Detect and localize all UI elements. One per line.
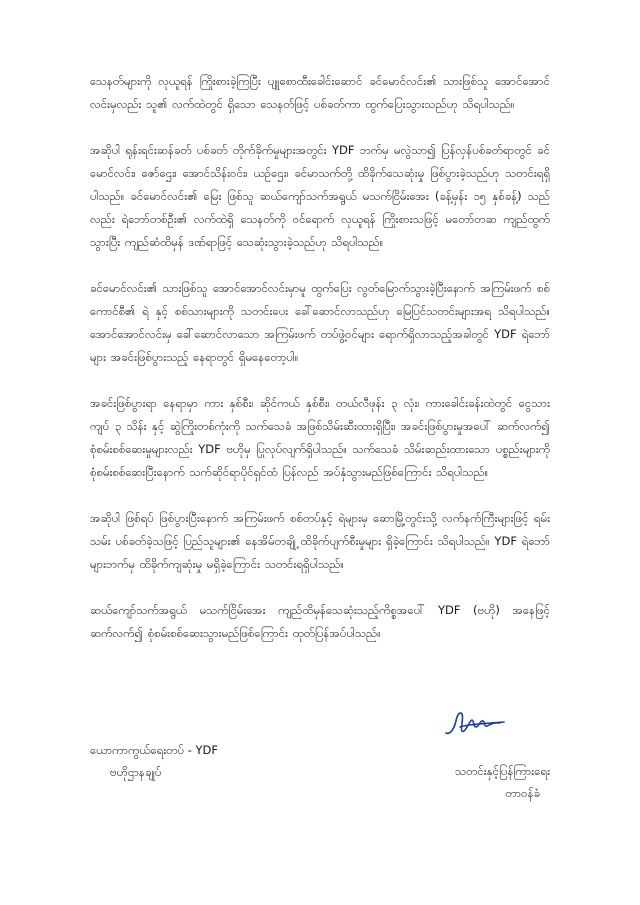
- signatory-title: တာဝန်ခံ: [505, 786, 540, 800]
- paragraph-6: ဆယ်ကျော်သက်အရွယ် မသက်ငြိမ်းအေး ကျည်ထိမှန်သေဆုံးသည့်ကိစ္စအပေါ် YDF (ဗဟို) အနေဖြင့် ဆက်လက်၍ စုံစမ်းစစ်ဆေးသွားမည်ဖြစ်ကြောင်း ထုတ်ပြန်အပ်ပါသည်။: [90, 603, 550, 640]
- issuer-organization: ယောကာကွယ်ရေးတပ် - YDF: [90, 743, 219, 757]
- paragraph-1: သေနတ်များကို လုယူရန် ကြိုးစားခဲ့ကြပြီး ပျူစောထီးခေါင်းဆောင် ခင်မောင်လင်း၏ သားဖြစ်သူ အောင်အောင်လင်းမှလည်း သူ၏ လက်ထဲတွင် ရှိသော သေနတ်ဖြင့် ပစ်ခတ်ကာ ထွက်ပြေးသွားသည်ဟု သိရပါသည်။: [90, 74, 550, 111]
- paragraph-4: အခင်းဖြစ်ပွားရာ နေရာမှာ ကား နှစ်စီး၊ ဆိုင်ကယ် နှစ်စီး၊ တယ်လီဖုန်း ၃ လုံး၊ ကားခေါင်းခန်းထဲတွင် ငွေသား ကျပ် ၃ သိန်း နှင့် ဆွဲကြိုးတစ်ကုံးကို သက်သေခံ အဖြစ်သိမ်းဆီးထားရှိပြီး၊ အခင်းဖြစ်ပွားမှုအပေါ် ဆက်လက်၍ စုံစမ်းစစ်ဆေးမှုများလည်း YDF ဗဟိုမှ ပြုလုပ်လျက်ရှိပါသည်။ သက်သေခံ သိမ်းဆည်းထားသော ပစ္စည်းများကို စုံစမ်းစစ်ဆေးပြီးနောက် သက်ဆိုင်ရာပိုင်ရှင်ထံ ပြန်လည် အပ်နှံသွားမည်ဖြစ်ကြောင်း သိရပါသည်။: [90, 396, 550, 479]
- signatory-department: သတင်းနှင့်ပြန်ကြားရေး: [455, 764, 550, 778]
- paragraph-2: အဆိုပါ ရုန်းရင်းဆန်ခတ် ပစ်ခတ် တိုက်ခိုက်မှုများအတွင်း YDF ဘက်မှ မလွဲသာ၍ ပြန်လှန်ပစ်ခတ်ရာတွင် ခင်မောင်လင်း၊ ဇော်ဌေး၊ အောင်သိန်းဝင်း၊ ယဉ်ဌေး၊ ခင်မာသက်တို့ ထိခိုက်သေဆုံးမှု ဖြစ်ပွားခဲ့သည်ဟု သတင်းရရှိပါသည်။ ခင်မောင်လင်း၏ မြေး ဖြစ်သူ ဆယ်ကျော်သက်အရွယ် မသက်ငြိမ်းအေး (ခန့်မှန်း ၁၅ နှစ်ခန့်) သည်လည်း ရဲဘော်တစ်ဦး၏ လက်ထဲရှိ သေနတ်ကို ဝင်ရောက် လုယူရန် ကြိုးစားသဖြင့် မတော်တဆ ကျည်ထွက်သွားပြီး ကျည်ဆံထိမှန် ဒဏ်ရာဖြင့် သေဆုံးသွားခဲ့သည်ဟု သိရပါသည်။: [90, 143, 550, 249]
- statement-body: [90, 70, 550, 668]
- issuer-block: [90, 739, 218, 783]
- signature-footer: [90, 705, 550, 800]
- handwritten-signature: [440, 705, 510, 741]
- issuer-headquarters: ဗဟိုဌာနချုပ်: [110, 765, 162, 779]
- paragraph-5: အဆိုပါ ဖြစ်ရပ် ဖြစ်ပွားပြီးနောက် အကြမ်းဖက် စစ်တပ်နှင့် ရဲများမှ ဆောမြို့တွင်းသို့ လက်နက်ကြီးများဖြင့် ရမ်းသမ်း ပစ်ခတ်ခဲ့သဖြင့် ပြည်သူများ၏ နေအိမ်တချို့ ထိခိုက်ပျက်စီးမှုများ ရှိခဲ့ကြောင်း သိရပါသည်။ YDF ရဲဘော်များဘက်မှ ထိခိုက်ကျဆုံးမှု မရှိခဲ့ကြောင်း သတင်းရရှိပါသည်။: [90, 511, 550, 571]
- signatory-block: [455, 760, 550, 804]
- paragraph-3: ခင်မောင်လင်း၏ သားဖြစ်သူ အောင်အောင်လင်းမှာမူ ထွက်ပြေး လွတ်မြောက်သွားခဲ့ပြီးနောက် အကြမ်းဖက် စစ်ကောင်စီ၏ ရဲ နှင့် စစ်သားများကို သတင်းပေး ခေါ်ဆောင်လာသည်ဟု မြေပြင်သတင်းများအရ သိရပါသည်။ အောင်အောင်လင်းမှ ခေါ်ဆောင်လာသော အကြမ်းဖက် တပ်ဖွဲ့ဝင်များ ရောက်ရှိလာသည့်အခါတွင် YDF ရဲဘော်များ အခင်းဖြစ်ပွားသည့် နေရာတွင် ရှိမနေတော့ပါ။: [90, 281, 550, 364]
